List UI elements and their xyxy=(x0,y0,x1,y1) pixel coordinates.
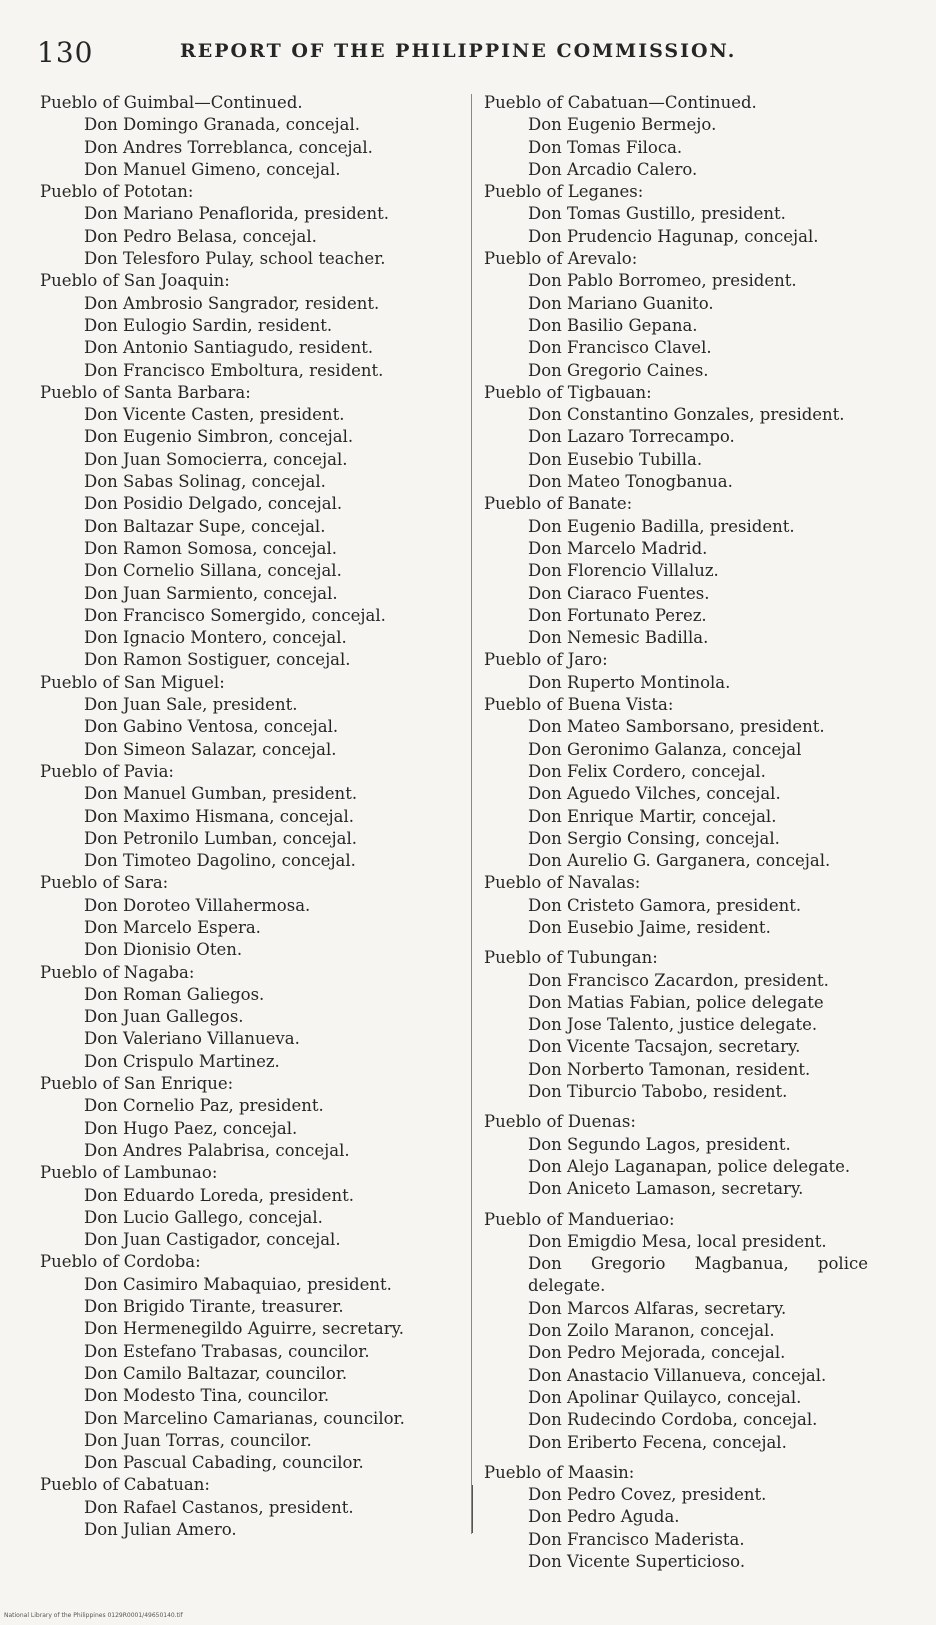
official-entry: Don Aniceto Lamason, secretary. xyxy=(528,1179,804,1199)
pueblo-heading: Pueblo of Arevalo: xyxy=(484,249,638,269)
pueblo-heading: Pueblo of Santa Barbara: xyxy=(40,382,251,402)
pueblo-group xyxy=(40,270,454,381)
official-entry: Don Vicente Casten, president. xyxy=(84,405,345,425)
pueblo-group xyxy=(484,872,904,939)
official-entry: Don Lucio Gallego, concejal. xyxy=(84,1207,323,1227)
pueblo-heading: Pueblo of Duenas: xyxy=(484,1112,636,1132)
pueblo-group xyxy=(484,181,904,248)
official-entry: Don Sergio Consing, concejal. xyxy=(528,828,780,848)
official-entry: Don Ciaraco Fuentes. xyxy=(528,583,710,603)
running-head: REPORT OF THE PHILIPPINE COMMISSION. xyxy=(180,40,737,62)
pueblo-group xyxy=(484,493,904,649)
official-entry: Don Pedro Mejorada, concejal. xyxy=(528,1343,786,1363)
official-entry: Don Cristeto Gamora, president. xyxy=(528,895,802,915)
official-entry: Don Crispulo Martinez. xyxy=(84,1051,280,1071)
left-column xyxy=(40,92,454,1541)
official-entry: Don Gabino Ventosa, concejal. xyxy=(84,717,339,737)
pueblo-heading: Pueblo of San Joaquin: xyxy=(40,271,230,291)
pueblo-group xyxy=(484,92,904,181)
pueblo-group xyxy=(40,1073,454,1162)
official-entry: Don Florencio Villaluz. xyxy=(528,561,719,581)
official-entry: Don Andres Torreblanca, concejal. xyxy=(84,137,373,157)
official-entry: Don Maximo Hismana, concejal. xyxy=(84,806,355,826)
pueblo-group xyxy=(40,92,454,181)
official-entry: Don Marcelo Espera. xyxy=(84,917,261,937)
official-entry: Don Norberto Tamonan, resident. xyxy=(528,1059,811,1079)
official-entry: Don Tiburcio Tabobo, resident. xyxy=(528,1082,788,1102)
official-entry: Don Antonio Santiagudo, resident. xyxy=(84,338,374,358)
pueblo-heading: Pueblo of Guimbal—Continued. xyxy=(40,93,303,112)
official-entry: Don Francisco Clavel. xyxy=(528,338,712,358)
official-entry: Don Camilo Baltazar, councilor. xyxy=(84,1363,348,1383)
page-number: 130 xyxy=(37,36,94,69)
official-entry: Don Matias Fabian, police delegate xyxy=(528,992,824,1012)
official-entry: Don Eugenio Bermejo. xyxy=(528,115,717,135)
pueblo-heading: Pueblo of Cabatuan—Continued. xyxy=(484,93,757,112)
official-entry: Don Tomas Filoca. xyxy=(528,137,683,157)
pueblo-group xyxy=(40,1251,454,1474)
pueblo-heading: Pueblo of Navalas: xyxy=(484,873,641,893)
official-entry: Don Francisco Emboltura, resident. xyxy=(84,360,384,380)
pueblo-heading: Pueblo of Banate: xyxy=(484,494,633,514)
pueblo-group xyxy=(484,1209,904,1454)
pueblo-group xyxy=(484,649,904,694)
official-entry: Don Hugo Paez, concejal. xyxy=(84,1118,298,1138)
right-column xyxy=(484,92,904,1573)
official-entry: Don Eusebio Tubilla. xyxy=(528,449,703,469)
pueblo-heading: Pueblo of Mandueriao: xyxy=(484,1209,675,1229)
pueblo-heading: Pueblo of Pavia: xyxy=(40,761,174,781)
official-entry: Don Eduardo Loreda, president. xyxy=(84,1185,354,1205)
official-entry: Don Mariano Guanito. xyxy=(528,293,714,313)
pueblo-heading: Pueblo of San Enrique: xyxy=(40,1074,234,1094)
official-entry: Don Mariano Penaflorida, president. xyxy=(84,204,389,224)
pueblo-group xyxy=(40,672,454,761)
official-entry: Don Tomas Gustillo, president. xyxy=(528,204,786,224)
pueblo-heading: Pueblo of Tubungan: xyxy=(484,948,658,968)
column-divider xyxy=(471,94,472,1534)
official-entry: Don Cornelio Paz, president. xyxy=(84,1096,324,1116)
official-entry: Don Juan Somocierra, concejal. xyxy=(84,449,348,469)
pueblo-heading: Pueblo of Cabatuan: xyxy=(40,1475,210,1495)
official-entry: Don Juan Sarmiento, concejal. xyxy=(84,583,338,603)
scan-footer: National Library of the Philippines 0129R0001/49650140.tif xyxy=(4,1612,183,1619)
pueblo-heading: Pueblo of Jaro: xyxy=(484,650,608,670)
official-entry: Don Enrique Martir, concejal. xyxy=(528,806,777,826)
official-entry: Don Apolinar Quilayco, concejal. xyxy=(528,1387,802,1407)
pueblo-group xyxy=(484,694,904,872)
official-entry: Don Domingo Granada, concejal. xyxy=(84,115,361,135)
pueblo-heading: Pueblo of Leganes: xyxy=(484,182,644,202)
official-entry: Don Eugenio Simbron, concejal. xyxy=(84,427,354,447)
official-entry: Don Andres Palabrisa, concejal. xyxy=(84,1140,350,1160)
official-entry: Don Simeon Salazar, concejal. xyxy=(84,739,337,759)
official-entry: Don Francisco Maderista. xyxy=(528,1529,745,1549)
pueblo-group xyxy=(484,382,904,493)
official-entry: Don Marcelino Camarianas, councilor. xyxy=(84,1408,405,1428)
pueblo-group xyxy=(40,382,454,672)
official-entry: Don Zoilo Maranon, concejal. xyxy=(528,1321,775,1341)
pueblo-group xyxy=(40,962,454,1073)
official-entry: Don Juan Castigador, concejal. xyxy=(84,1230,341,1250)
official-entry: Don Felix Cordero, concejal. xyxy=(528,761,766,781)
official-entry: Don Juan Torras, councilor. xyxy=(84,1430,312,1450)
official-entry: Don Ignacio Montero, concejal. xyxy=(84,628,347,648)
pueblo-heading: Pueblo of Sara: xyxy=(40,873,169,893)
official-entry: Don Valeriano Villanueva. xyxy=(84,1029,300,1049)
pueblo-group xyxy=(40,1162,454,1251)
official-entry: Don Dionisio Oten. xyxy=(84,940,243,960)
official-entry: Don Ruperto Montinola. xyxy=(528,672,731,692)
official-entry: Don Prudencio Hagunap, concejal. xyxy=(528,226,819,246)
official-entry: Don Gregorio Caines. xyxy=(528,360,709,380)
official-entry: Don Brigido Tirante, treasurer. xyxy=(84,1297,344,1317)
official-entry: Don Marcos Alfaras, secretary. xyxy=(528,1298,787,1318)
pueblo-group xyxy=(40,761,454,872)
pueblo-heading: Pueblo of San Miguel: xyxy=(40,672,225,692)
official-entry: Don Vicente Tacsajon, secretary. xyxy=(528,1037,801,1057)
official-entry: Don Manuel Gumban, president. xyxy=(84,784,358,804)
official-entry: Don Pedro Aguda. xyxy=(528,1507,680,1527)
official-entry: Don Mateo Samborsano, president. xyxy=(528,717,825,737)
pueblo-group xyxy=(484,1111,904,1200)
official-entry: Don Aguedo Vilches, concejal. xyxy=(528,784,781,804)
pueblo-group xyxy=(40,1474,454,1541)
official-entry: Don Ambrosio Sangrador, resident. xyxy=(84,293,380,313)
official-entry: Don Eulogio Sardin, resident. xyxy=(84,315,333,335)
pueblo-heading: Pueblo of Cordoba: xyxy=(40,1252,201,1272)
official-entry: Don Estefano Trabasas, councilor. xyxy=(84,1341,370,1361)
official-entry: Don Cornelio Sillana, concejal. xyxy=(84,561,342,581)
official-entry: Don Telesforo Pulay, school teacher. xyxy=(84,249,386,269)
official-entry: Don Mateo Tonogbanua. xyxy=(528,472,733,492)
official-entry: Don Francisco Somergido, concejal. xyxy=(84,605,386,625)
column-divider-mark xyxy=(472,1485,473,1533)
official-entry: Don Pedro Covez, president. xyxy=(528,1485,767,1505)
pueblo-group xyxy=(484,947,904,1103)
official-entry: Don Ramon Somosa, concejal. xyxy=(84,538,338,558)
official-entry: Don Constantino Gonzales, president. xyxy=(528,405,845,425)
official-entry: Don Geronimo Galanza, concejal xyxy=(528,739,802,759)
official-entry: Don Ramon Sostiguer, concejal. xyxy=(84,650,351,670)
official-entry: Don Juan Sale, president. xyxy=(84,695,298,715)
official-entry: Don Basilio Gepana. xyxy=(528,315,698,335)
official-entry: Don Emigdio Mesa, local president. xyxy=(528,1231,827,1251)
pueblo-group xyxy=(484,248,904,382)
pueblo-group xyxy=(40,872,454,961)
official-entry: Don Aurelio G. Garganera, concejal. xyxy=(528,851,831,871)
official-entry: Don Baltazar Supe, concejal. xyxy=(84,516,326,536)
official-entry: Don Jose Talento, justice delegate. xyxy=(528,1015,818,1035)
pueblo-heading: Pueblo of Nagaba: xyxy=(40,962,195,982)
official-entry: Don Juan Gallegos. xyxy=(84,1007,244,1027)
official-entry: Don Lazaro Torrecampo. xyxy=(528,427,735,447)
official-entry: Don Fortunato Perez. xyxy=(528,605,707,625)
official-entry: Don Posidio Delgado, concejal. xyxy=(84,494,343,514)
official-entry: Don Hermenegildo Aguirre, secretary. xyxy=(84,1319,405,1339)
pueblo-heading: Pueblo of Lambunao: xyxy=(40,1163,218,1183)
pueblo-heading: Pueblo of Buena Vista: xyxy=(484,695,674,715)
official-entry: Don Doroteo Villahermosa. xyxy=(84,895,311,915)
official-entry: Don Gregorio Magbanua, police delegate. xyxy=(528,1254,868,1296)
pueblo-group xyxy=(484,1462,904,1573)
official-entry: Don Francisco Zacardon, president. xyxy=(528,970,829,990)
official-entry: Don Alejo Laganapan, police delegate. xyxy=(528,1156,851,1176)
official-entry: Don Vicente Superticioso. xyxy=(528,1552,746,1571)
official-entry: Don Eugenio Badilla, president. xyxy=(528,516,795,536)
official-entry: Don Sabas Solinag, concejal. xyxy=(84,472,326,492)
official-entry: Don Pascual Cabading, councilor. xyxy=(84,1453,364,1473)
official-entry: Don Rudecindo Cordoba, concejal. xyxy=(528,1410,818,1430)
official-entry: Don Pedro Belasa, concejal. xyxy=(84,226,317,246)
official-entry: Don Nemesic Badilla. xyxy=(528,628,709,648)
official-entry: Don Arcadio Calero. xyxy=(528,159,698,179)
official-entry: Don Segundo Lagos, president. xyxy=(528,1134,791,1154)
official-entry: Don Timoteo Dagolino, concejal. xyxy=(84,851,356,871)
official-entry: Don Marcelo Madrid. xyxy=(528,538,708,558)
official-entry: Don Anastacio Villanueva, concejal. xyxy=(528,1365,827,1385)
pueblo-group xyxy=(40,181,454,270)
official-entry: Don Petronilo Lumban, concejal. xyxy=(84,828,357,848)
official-entry: Don Pablo Borromeo, president. xyxy=(528,271,797,291)
official-entry: Don Roman Galiegos. xyxy=(84,984,265,1004)
official-entry: Don Casimiro Mabaquiao, president. xyxy=(84,1274,392,1294)
official-entry: Don Rafael Castanos, president. xyxy=(84,1497,354,1517)
official-entry: Don Manuel Gimeno, concejal. xyxy=(84,159,341,179)
pueblo-heading: Pueblo of Tigbauan: xyxy=(484,382,652,402)
pueblo-heading: Pueblo of Maasin: xyxy=(484,1462,635,1482)
official-entry: Don Julian Amero. xyxy=(84,1520,237,1539)
official-entry: Don Eriberto Fecena, concejal. xyxy=(528,1432,787,1452)
official-entry: Don Modesto Tina, councilor. xyxy=(84,1386,330,1406)
pueblo-heading: Pueblo of Pototan: xyxy=(40,182,194,202)
official-entry: Don Eusebio Jaime, resident. xyxy=(528,917,771,937)
